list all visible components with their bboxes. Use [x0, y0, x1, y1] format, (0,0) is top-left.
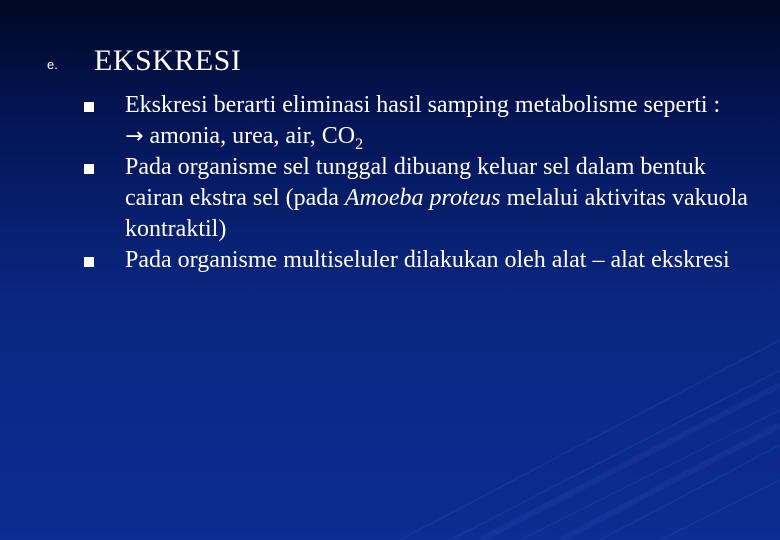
square-bullet-icon: [84, 164, 94, 174]
sub-text: amonia, urea, air, CO: [149, 123, 356, 149]
bullet-text: Pada organisme sel tunggal dibuang keluar sel dalam bentuk cairan ekstra sel (pada: [125, 154, 706, 211]
species-name: Amoeba proteus: [344, 185, 501, 211]
bullet-text: Ekskresi berarti eliminasi hasil samping metabolisme seperti :: [125, 92, 721, 118]
bullet-item: [80, 245, 750, 276]
bullet-text: Pada organisme multiseluler dilakukan oleh alat – alat ekskresi: [125, 247, 730, 273]
bullet-text-after: melalui aktivitas vakuola kontraktil): [125, 185, 748, 242]
bullet-item: [80, 90, 750, 152]
square-bullet-icon: [84, 257, 94, 267]
subscript: 2: [355, 135, 364, 153]
bullet-item: [80, 152, 750, 245]
bullet-list: [80, 90, 750, 276]
square-bullet-icon: [84, 102, 94, 112]
sub-line: [125, 121, 750, 152]
arrow-right-icon: →: [125, 124, 144, 149]
section-title: EKSKRESI: [94, 44, 242, 77]
section-marker: e.: [47, 57, 58, 72]
